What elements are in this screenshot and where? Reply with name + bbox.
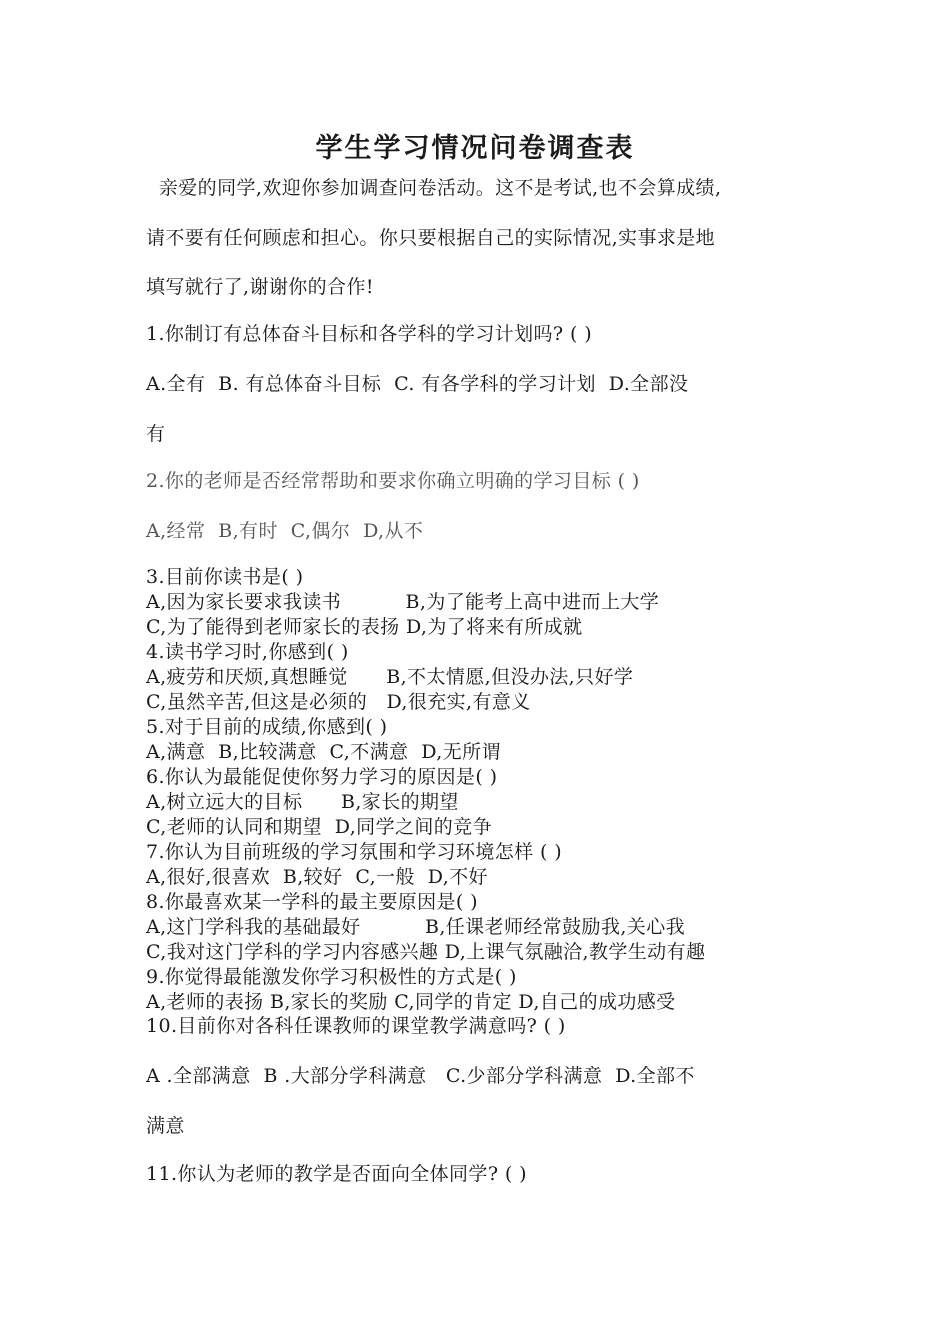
intro-line-3: 填写就行了,谢谢你的合作! (146, 276, 374, 298)
question-5-options: A,满意 B,比较满意 C,不满意 D,无所谓 (146, 741, 501, 763)
question-8-options-cd: C,我对这门学科的学习内容感兴趣 D,上课气氛融洽,教学生动有趣 (146, 941, 706, 963)
question-6-options-ab: A,树立远大的目标 B,家长的期望 (146, 791, 459, 813)
question-1-options: A.全有 B. 有总体奋斗目标 C. 有各学科的学习计划 D.全部没 (146, 373, 689, 395)
question-3-options-cd: C,为了能得到老师家长的表扬 D,为了将来有所成就 (146, 616, 583, 638)
intro-line-1: 亲爱的同学,欢迎你参加调查问卷活动。这不是考试,也不会算成绩, (146, 177, 722, 199)
question-5: 5.对于目前的成绩,你感到( ) (146, 716, 388, 738)
question-2-options: A,经常 B,有时 C,偶尔 D,从不 (146, 520, 424, 542)
question-3: 3.目前你读书是( ) (146, 566, 304, 588)
question-4-options-cd: C,虽然辛苦,但这是必须的 D,很充实,有意义 (146, 691, 531, 713)
question-10: 10.目前你对各科任课教师的课堂教学满意吗? ( ) (146, 1015, 566, 1037)
question-7-options: A,很好,很喜欢 B,较好 C,一般 D,不好 (146, 866, 488, 888)
question-11: 11.你认为老师的教学是否面向全体同学? ( ) (146, 1163, 527, 1185)
question-2: 2.你的老师是否经常帮助和要求你确立明确的学习目标 ( ) (146, 470, 640, 492)
question-10-options: A .全部满意 B .大部分学科满意 C.少部分学科满意 D.全部不 (146, 1065, 695, 1087)
intro-line-2: 请不要有任何顾虑和担心。你只要根据自己的实际情况,实事求是地 (146, 227, 716, 249)
question-10-options-cont: 满意 (146, 1115, 185, 1137)
question-4: 4.读书学习时,你感到( ) (146, 641, 349, 663)
question-7: 7.你认为目前班级的学习氛围和学习环境怎样 ( ) (146, 841, 563, 863)
question-6-options-cd: C,老师的认同和期望 D,同学之间的竞争 (146, 816, 492, 838)
question-9: 9.你觉得最能激发你学习积极性的方式是( ) (146, 966, 517, 988)
question-1-options-cont: 有 (146, 423, 166, 445)
question-4-options-ab: A,疲劳和厌烦,真想睡觉 B,不太情愿,但没办法,只好学 (146, 666, 634, 688)
question-8: 8.你最喜欢某一学科的最主要原因是( ) (146, 891, 478, 913)
page-title: 学生学习情况问卷调查表 (315, 133, 635, 164)
question-3-options-ab: A,因为家长要求我读书 B,为了能考上高中进而上大学 (146, 591, 660, 613)
question-6: 6.你认为最能促使你努力学习的原因是( ) (146, 766, 498, 788)
question-1: 1.你制订有总体奋斗目标和各学科的学习计划吗? ( ) (146, 323, 593, 345)
question-9-options: A,老师的表扬 B,家长的奖励 C,同学的肯定 D,自己的成功感受 (146, 991, 676, 1013)
question-8-options-ab: A,这门学科我的基础最好 B,任课老师经常鼓励我,关心我 (146, 916, 685, 938)
